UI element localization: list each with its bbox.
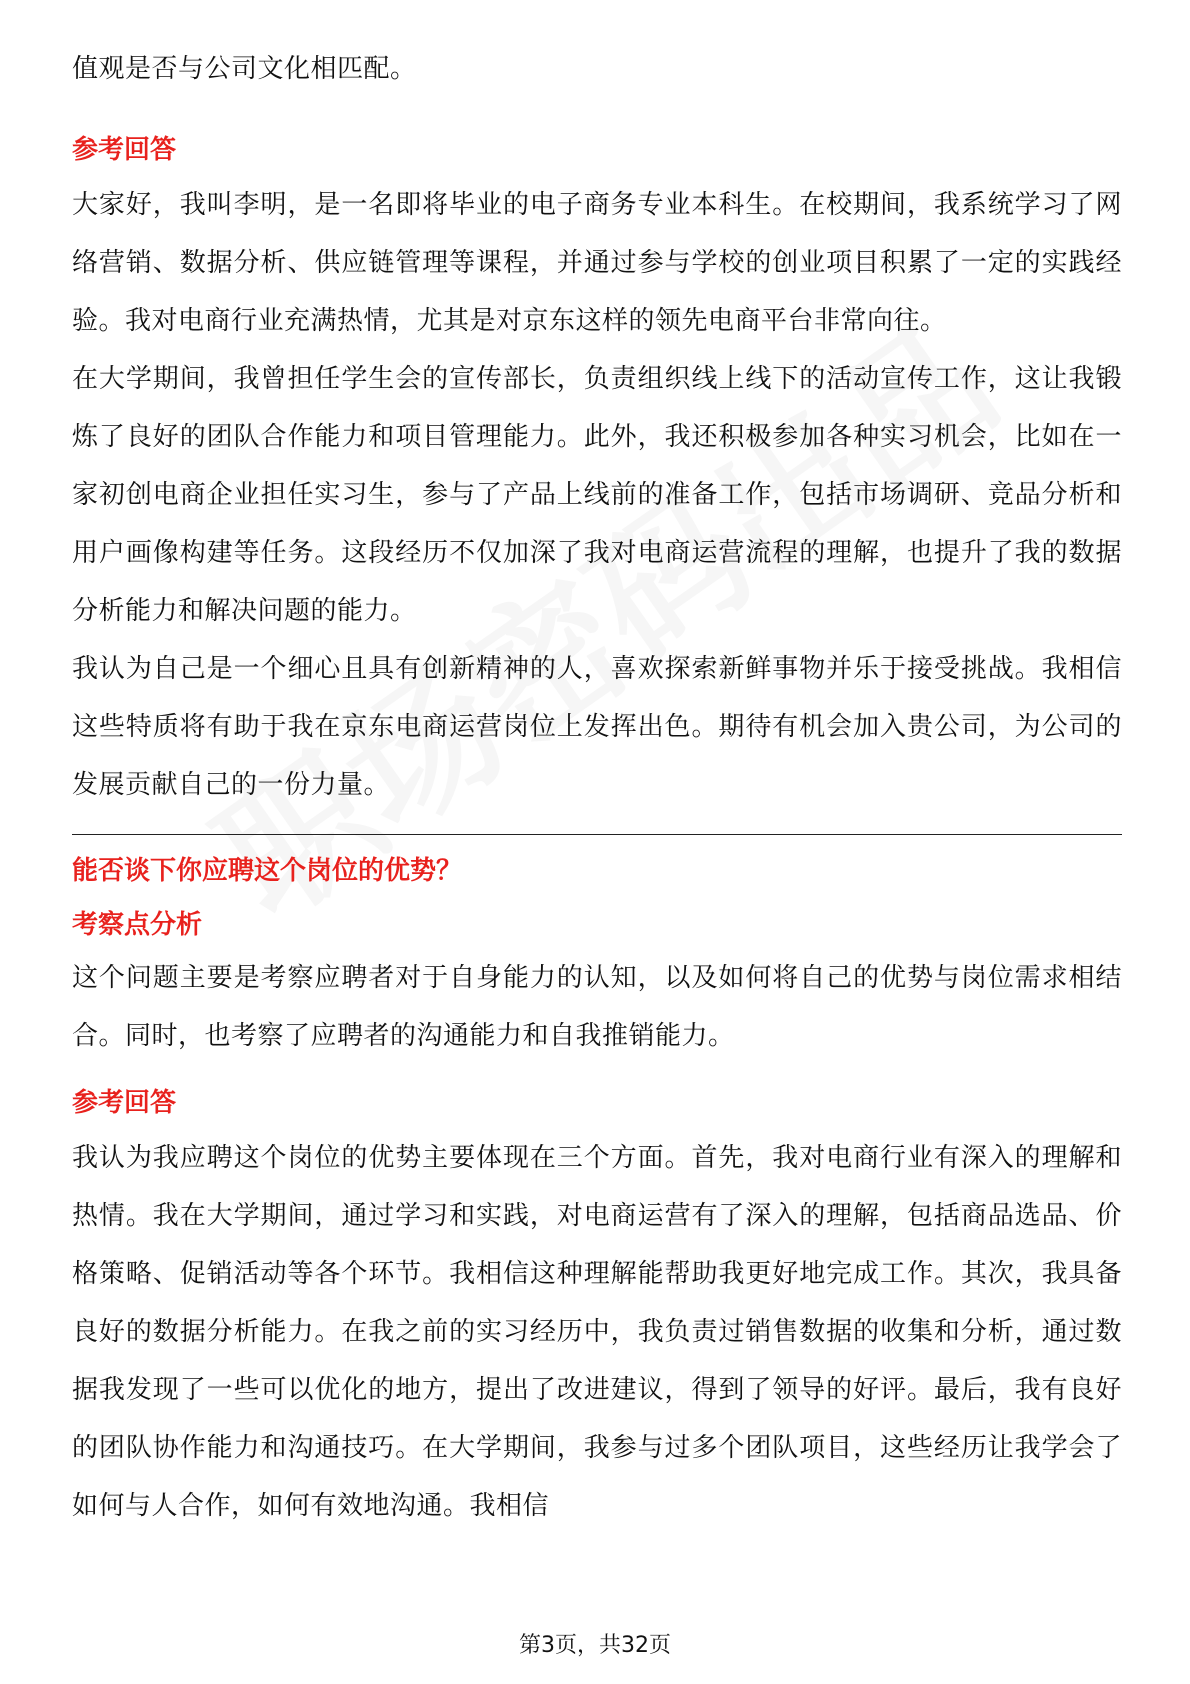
reference-answer-heading: 参考回答: [72, 1088, 177, 1118]
document-body: [72, 56, 1122, 1535]
section-divider: [72, 834, 1122, 835]
answer-paragraph: 在大学期间，我曾担任学生会的宣传部长，负责组织线上线下的活动宣传工作，这让我锻炼了良好的团队合作能力和项目管理能力。此外，我还积极参加各种实习机会，比如在一家初创电商企业担任实习生，参与了产品上线前的准备工作，包括市场调研、竞品分析和用户画像构建等任务。这段经历不仅加深了我对电商运营流程的理解，也提升了我的数据分析能力和解决问题的能力。: [72, 364, 1122, 626]
answer-paragraph: 大家好，我叫李明，是一名即将毕业的电子商务专业本科生。在校期间，我系统学习了网络营销、数据分析、供应链管理等课程，并通过参与学校的创业项目积累了一定的实践经验。我对电商行业充满热情，尤其是对京东这样的领先电商平台非常向往。: [72, 190, 1122, 336]
page-number: 第3页，共32页: [519, 1633, 671, 1658]
continuation-text: 值观是否与公司文化相匹配。: [72, 54, 417, 84]
answer-paragraph: 我认为我应聘这个岗位的优势主要体现在三个方面。首先，我对电商行业有深入的理解和热情。我在大学期间，通过学习和实践，对电商运营有了深入的理解，包括商品选品、价格策略、促销活动等各个环节。我相信这种理解能帮助我更好地完成工作。其次，我具备良好的数据分析能力。在我之前的实习经历中，我负责过销售数据的收集和分析，通过数据我发现了一些可以优化的地方，提出了改进建议，得到了领导的好评。最后，我有良好的团队协作能力和沟通技巧。在大学期间，我参与过多个团队项目，这些经历让我学会了如何与人合作，如何有效地沟通。我相信: [72, 1143, 1122, 1521]
question-title: 能否谈下你应聘这个岗位的优势？: [72, 856, 463, 886]
reference-answer-heading: 参考回答: [72, 135, 177, 165]
answer-paragraph: 我认为自己是一个细心且具有创新精神的人，喜欢探索新鲜事物并乐于接受挑战。我相信这些特质将有助于我在京东电商运营岗位上发挥出色。期待有机会加入贵公司，为公司的发展贡献自己的一份力量。: [72, 654, 1122, 800]
analysis-heading: 考察点分析: [72, 910, 203, 940]
analysis-text: 这个问题主要是考察应聘者对于自身能力的认知，以及如何将自己的优势与岗位需求相结合。同时，也考察了应聘者的沟通能力和自我推销能力。: [72, 963, 1122, 1051]
